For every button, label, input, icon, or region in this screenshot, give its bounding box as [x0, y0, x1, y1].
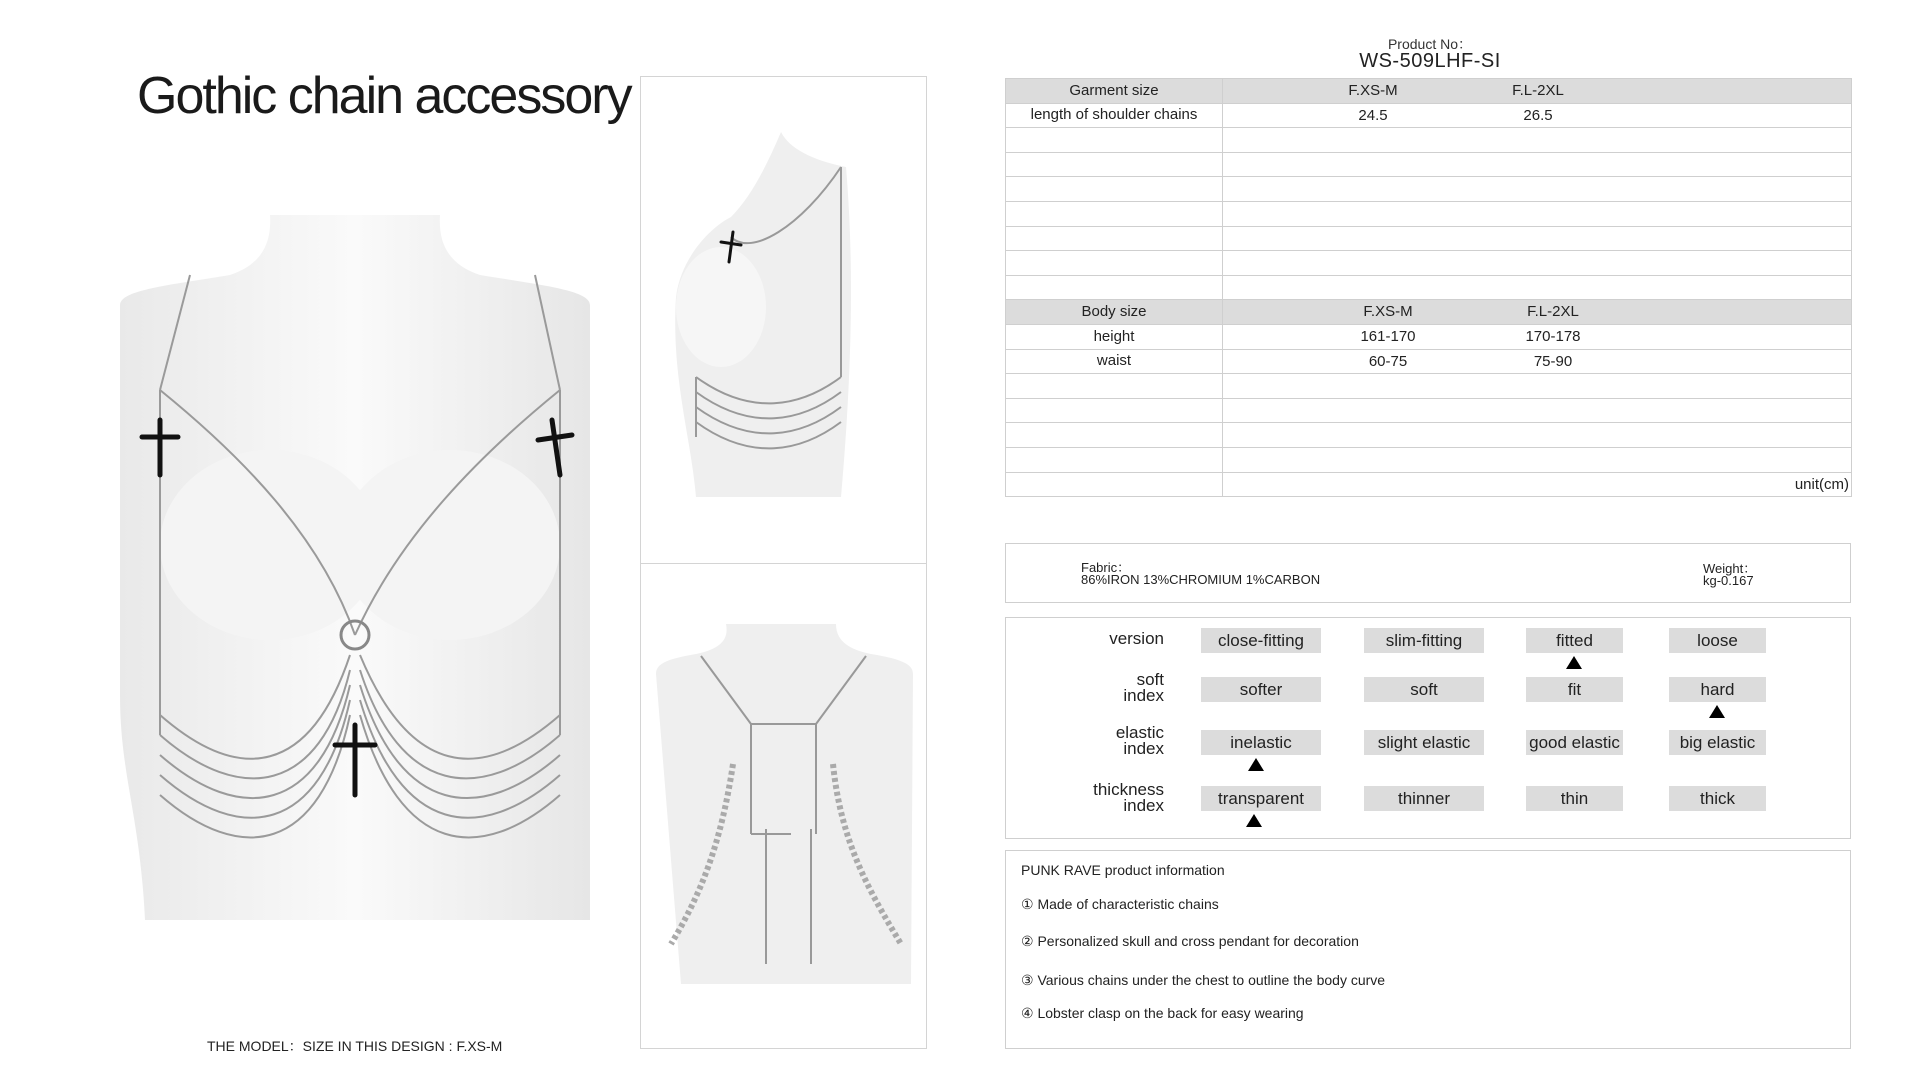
elastic-option-inelastic: inelastic	[1201, 730, 1321, 755]
unit-label: unit(cm)	[1794, 475, 1849, 493]
body-size-header-xs-m: F.XS-M	[1363, 303, 1413, 321]
side-view-frame	[640, 76, 927, 565]
table-row	[1006, 472, 1852, 497]
waist-l-2xl: 75-90	[1533, 352, 1573, 370]
table-row	[1006, 226, 1852, 251]
version-option-close-fitting: close-fitting	[1201, 628, 1321, 653]
thickness-index-label: thickness index	[1093, 780, 1164, 815]
weight-value: kg-0.167	[1703, 573, 1754, 588]
body-size-header: Body size	[1006, 300, 1223, 325]
table-row	[1006, 398, 1852, 423]
waist-xs-m: 60-75	[1368, 352, 1408, 370]
table-row	[1006, 374, 1852, 399]
fabric-panel	[1005, 543, 1851, 603]
table-row	[1006, 251, 1852, 276]
elastic-option-slight-elastic: slight elastic	[1364, 730, 1484, 755]
soft-option-softer: softer	[1201, 677, 1321, 702]
model-size-note: THE MODEL：SIZE IN THIS DESIGN : F.XS-M	[207, 1038, 503, 1054]
height-l-2xl: 170-178	[1525, 327, 1581, 345]
table-row	[1006, 447, 1852, 472]
thickness-option-thick: thick	[1669, 786, 1766, 811]
garment-header-row	[1006, 79, 1852, 104]
product-info-item: ③ Various chains under the chest to outline the body curve	[1021, 972, 1386, 988]
table-row	[1006, 103, 1852, 128]
table-row	[1006, 201, 1852, 226]
soft-option-soft: soft	[1364, 677, 1484, 702]
elastic-option-big-elastic: big elastic	[1669, 730, 1766, 755]
soft-option-fit: fit	[1526, 677, 1623, 702]
product-no: WS-509LHF-SI	[1359, 50, 1501, 72]
product-info-item: ① Made of characteristic chains	[1021, 896, 1219, 912]
height-xs-m: 161-170	[1360, 327, 1416, 345]
thickness-option-thinner: thinner	[1364, 786, 1484, 811]
table-row	[1006, 128, 1852, 153]
shoulder-chain-length-xs-m: 24.5	[1358, 106, 1388, 124]
table-row	[1006, 177, 1852, 202]
shoulder-chain-length-label: length of shoulder chains	[1006, 103, 1223, 128]
table-row	[1006, 324, 1852, 349]
thickness-selected-marker	[1246, 814, 1262, 827]
soft-index-label: soft index	[1123, 670, 1164, 705]
product-info-item: ④ Lobster clasp on the back for easy wearing	[1021, 1005, 1304, 1021]
table-row	[1006, 152, 1852, 177]
thickness-option-thin: thin	[1526, 786, 1623, 811]
body-size-header-l-2xl: F.L-2XL	[1527, 303, 1579, 321]
table-row	[1006, 423, 1852, 448]
product-info-item: ② Personalized skull and cross pendant for decoration	[1021, 933, 1359, 949]
version-selected-marker	[1566, 656, 1582, 669]
waist-label: waist	[1006, 349, 1223, 374]
version-label: version	[1109, 629, 1164, 648]
elastic-option-good-elastic: good elastic	[1526, 730, 1623, 755]
garment-size-header: Garment size	[1006, 79, 1223, 104]
product-no-label: Product No：	[1387, 36, 1473, 52]
fabric-value: 86%IRON 13%CHROMIUM 1%CARBON	[1081, 572, 1321, 587]
shoulder-chain-length-l-2xl: 26.5	[1523, 106, 1553, 124]
thickness-option-transparent: transparent	[1201, 786, 1321, 811]
back-product-photo	[641, 564, 926, 1048]
product-info-heading: PUNK RAVE product information	[1021, 862, 1225, 878]
side-product-photo	[641, 77, 926, 564]
version-option-fitted: fitted	[1526, 628, 1623, 653]
soft-option-hard: hard	[1669, 677, 1766, 702]
elastic-selected-marker	[1248, 758, 1264, 771]
weight-label: Weight：	[1703, 561, 1757, 576]
body-header-row	[1006, 300, 1852, 325]
soft-selected-marker	[1709, 705, 1725, 718]
fabric-label: Fabric：	[1081, 560, 1131, 575]
table-row	[1006, 349, 1852, 374]
elastic-index-label: elastic index	[1115, 723, 1164, 758]
product-info-panel	[1005, 850, 1851, 1049]
version-option-slim-fitting: slim-fitting	[1364, 628, 1484, 653]
attribute-index-panel	[1005, 617, 1851, 839]
table-row	[1006, 275, 1852, 300]
front-product-photo	[120, 215, 590, 920]
page-title: Gothic chain accessory	[137, 67, 631, 125]
version-option-loose: loose	[1669, 628, 1766, 653]
garment-size-header-xs-m: F.XS-M	[1348, 82, 1398, 99]
garment-size-header-l-2xl: F.L-2XL	[1512, 82, 1564, 99]
height-label: height	[1006, 324, 1223, 349]
back-view-frame	[640, 563, 927, 1049]
garment-size-table	[1005, 78, 1852, 497]
